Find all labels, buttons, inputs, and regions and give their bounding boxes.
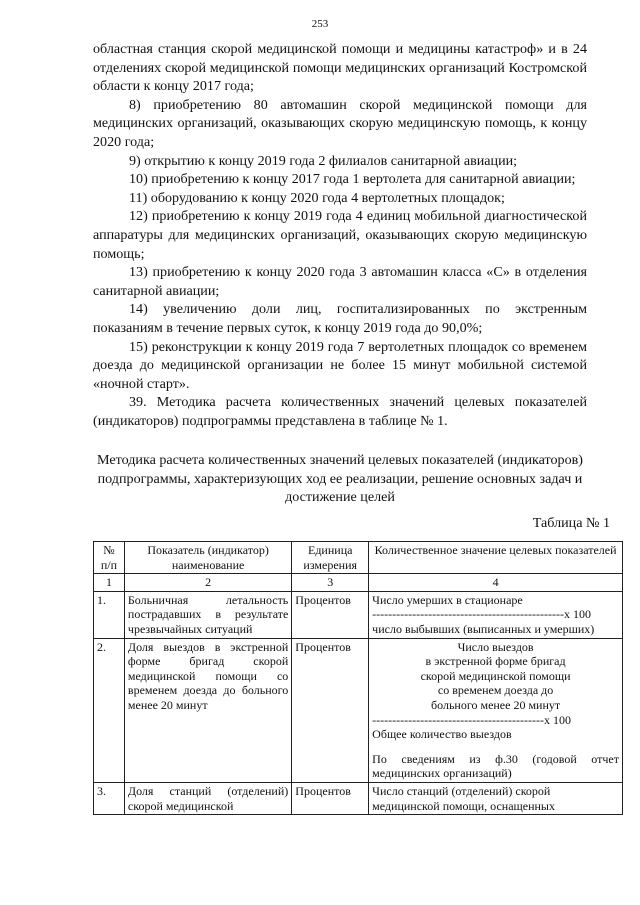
formula-numerator-line: Число выездов <box>457 639 534 654</box>
row-number: 2. <box>94 638 125 782</box>
header-cell: № п/п <box>94 542 125 574</box>
indicator-unit: Процентов <box>292 591 369 638</box>
formula-numerator-line: скорой медицинской помощи <box>420 668 571 683</box>
row-number: 1. <box>94 591 125 638</box>
paragraph: 15) реконструкции к концу 2019 года 7 вертолетных площадок со временем доезда до медицинской организации не более 15 минут мобильной системой «ночной старт». <box>93 338 587 392</box>
section-heading: Методика расчета количественных значений целевых показателей (индикаторов) подпрограммы, характеризующих ход ее реализации, решение основных задач и достижение целей <box>97 452 583 506</box>
formula-source: По сведениям из ф.30 (годовой отчет медицинских организаций) <box>372 751 619 781</box>
paragraph: 8) приобретению 80 автомашин скорой медицинской помощи для медицинских организаций, оказывающих скорую медицинскую помощь, к концу 2020 года; <box>93 96 587 150</box>
formula-numerator-line: со временем доезда до <box>437 683 554 698</box>
column-number: 2 <box>124 574 291 592</box>
indicator-unit: Процентов <box>292 638 369 782</box>
paragraph: 13) приобретению к концу 2020 года 3 автомашин класса «С» в отделения санитарной авиации; <box>93 264 587 299</box>
paragraph: 14) увеличению доли лиц, госпитализированных по экстренным показаниям в течение первых суток, к концу 2019 года до 90,0%; <box>93 301 587 336</box>
formula-divider: -------------------------------------------x 100 <box>372 712 572 727</box>
formula-numerator-line: в экстренной форме бригад <box>425 654 566 669</box>
table-caption: Таблица № 1 <box>532 515 610 531</box>
indicator-formula <box>369 782 623 814</box>
paragraph: 39. Методика расчета количественных значений целевых показателей (индикаторов) подпрограммы представлена в таблице № 1. <box>93 394 587 429</box>
indicator-name: Больничная летальность пострадавших в результате чрезвычайных ситуаций <box>124 591 291 638</box>
header-cell: Единица измерения <box>292 542 369 574</box>
table-row <box>94 782 623 814</box>
table-header-row <box>94 542 623 574</box>
formula-denominator: Общее количество выездов <box>372 727 512 742</box>
page-number: 253 <box>311 18 329 30</box>
column-number-row <box>94 574 623 592</box>
indicator-name: Доля выездов в экстренной форме бригад скорой медицинской помощи со временем доезда до больного менее 20 минут <box>124 638 291 782</box>
formula-divider: ------------------------------------------------x 100 <box>372 607 591 622</box>
formula-numerator: Число умерших в стационаре <box>372 592 523 607</box>
header-cell: Показатель (индикатор) наименование <box>124 542 291 574</box>
table-row <box>94 638 623 782</box>
formula-denominator: число выбывших (выписанных и умерших) <box>372 621 595 636</box>
paragraph: 10) приобретению к концу 2017 года 1 вертолета для санитарной авиации; <box>129 171 576 188</box>
row-number: 3. <box>94 782 125 814</box>
paragraph: областная станция скорой медицинской помощи и медицины катастроф» и в 24 отделениях скорой медицинской помощи медицинских организаций Костромской области к концу 2017 года; <box>93 41 587 95</box>
indicator-formula <box>369 638 623 782</box>
formula-numerator: Число станций (отделений) скорой медицинской помощи, оснащенных <box>372 783 555 813</box>
formula-numerator-line: больного менее 20 минут <box>431 697 561 712</box>
header-cell: Количественное значение целевых показателей <box>369 542 623 574</box>
column-number: 4 <box>369 574 623 592</box>
column-number: 1 <box>94 574 125 592</box>
indicator-name: Доля станций (отделений) скорой медицинской <box>124 782 291 814</box>
body-text <box>93 40 587 430</box>
indicator-unit: Процентов <box>292 782 369 814</box>
paragraph: 11) оборудованию к концу 2020 года 4 вертолетных площадок; <box>129 189 505 206</box>
column-number: 3 <box>292 574 369 592</box>
indicator-formula <box>369 591 623 638</box>
indicator-table <box>93 541 623 815</box>
paragraph: 12) приобретению к концу 2019 года 4 единиц мобильной диагностической аппаратуры для медицинских организаций, оказывающих скорую медицинскую помощь; <box>93 208 587 262</box>
paragraph: 9) открытию к концу 2019 года 2 филиалов санитарной авиации; <box>129 152 518 169</box>
table-row <box>94 591 623 638</box>
